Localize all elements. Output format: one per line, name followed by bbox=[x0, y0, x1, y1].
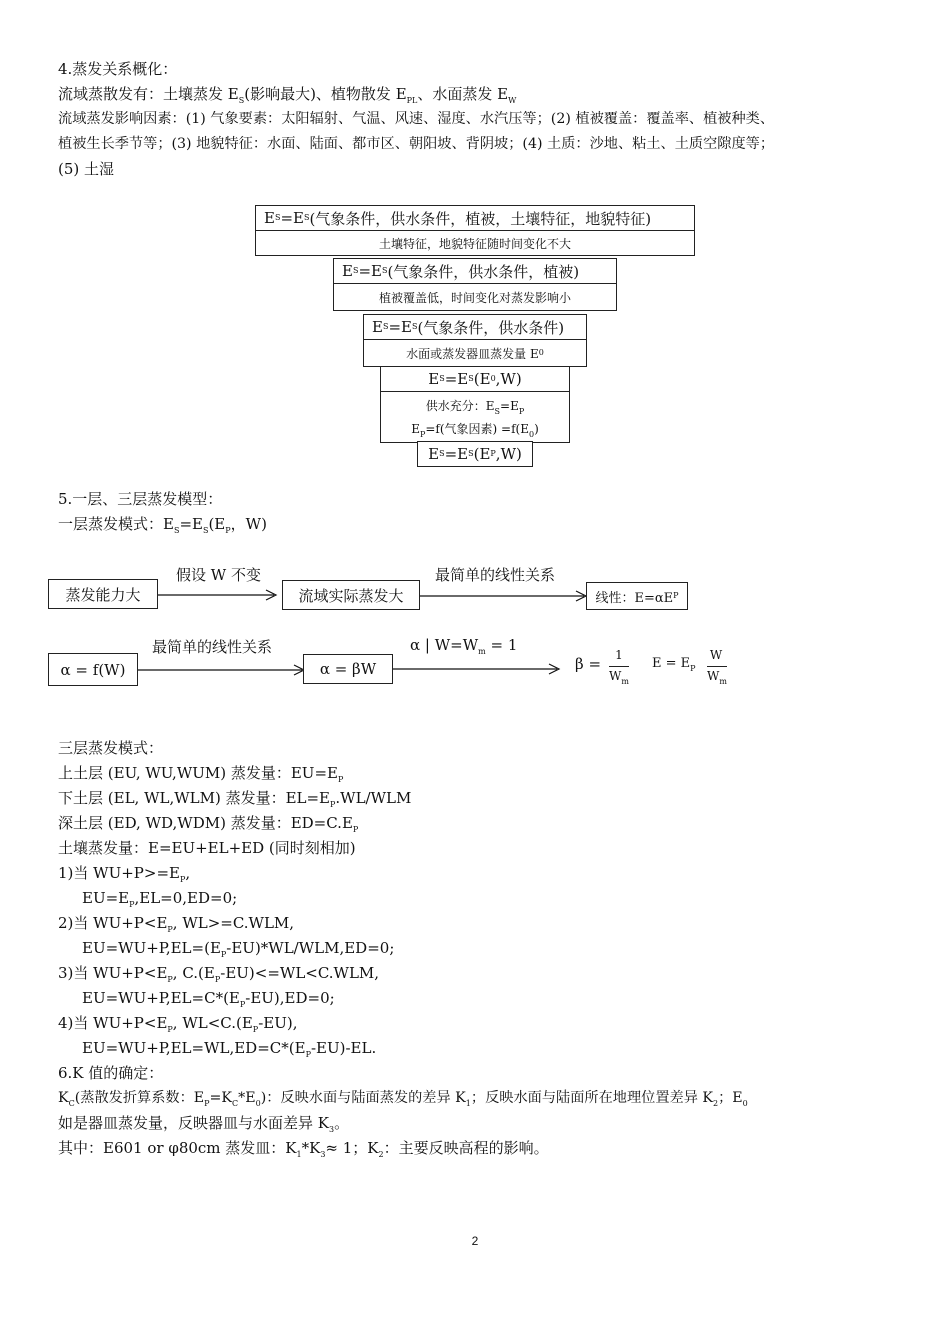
beta-fraction-bar bbox=[609, 666, 629, 667]
pyramid-row2: E S =E S (气象条件，供水条件，植被) bbox=[333, 258, 617, 284]
flow2-arrow1 bbox=[138, 663, 310, 677]
section6-line1: $K_C$(蒸散发折算系数：$E_P=K_C*E_0$)：反映水面与陆面蒸发的差异 $K_1$；反映水面与陆面所在地理位置差异 $K_2$；$E_0$ bbox=[58, 1090, 748, 1108]
pyramid-note4-line1: 供水充分：$E_S=E_P$ bbox=[425, 399, 525, 416]
case3-condition: 3)当 $WU+P<E_P$, $C.(E_P-EU)<=WL<C.WLM$, bbox=[58, 964, 380, 984]
page-number: 2 bbox=[471, 1234, 479, 1248]
case2-result: $EU=WU+P,EL=(E_P-EU)*WL/WLM,ED=0$; bbox=[82, 939, 395, 959]
section5-title: 5.一层、三层蒸发模型： bbox=[58, 490, 223, 508]
soil-evaporation-line: 土壤蒸发量：E=EU+EL+ED (同时刻相加) bbox=[58, 839, 356, 857]
flow1-arrow2-label: 最简单的线性关系 bbox=[435, 566, 556, 584]
pyramid-row3: E S =E S (气象条件，供水条件) bbox=[363, 314, 587, 340]
section4-line2: 流域蒸发影响因素：(1) 气象要素：太阳辐射、气温、风速、湿度、水汽压等；(2) 植被覆盖：覆盖率、植被种类、 bbox=[58, 111, 775, 127]
flow1-box-linear: 线性：E=αE P bbox=[586, 582, 688, 610]
section4-line1: 流域蒸散发有：土壤蒸发 $E_S$(影响最大)、植物散发 $E_{PL}$、水面蒸发 $E_W$ bbox=[58, 85, 517, 105]
section4-line3: 植被生长季节等；(3) 地貌特征：水面、陆面、都市区、朝阳坡、背阴坡；(4) 土质：沙地、粘土、土质空隙度等； bbox=[58, 136, 775, 152]
section4-title: 4.蒸发关系概化： bbox=[58, 60, 178, 78]
flow2-arrow1-label: 最简单的线性关系 bbox=[152, 638, 273, 656]
section6-line2: 如是器皿蒸发量，反映器皿与水面差异 $K_3$。 bbox=[58, 1114, 350, 1134]
flow1-arrow1-label: 假设 W 不变 bbox=[176, 566, 261, 584]
case1-result: $EU=E_P,EL=0,ED=0$; bbox=[82, 889, 238, 909]
case1-condition: 1)当 $WU+P>=E_P$, bbox=[58, 864, 191, 884]
case2-condition: 2)当 $WU+P<E_P$, WL>=C.WLM, bbox=[58, 914, 295, 934]
three-layer-title: 三层蒸发模式： bbox=[58, 739, 164, 757]
case4-condition: 4)当 $WU+P<E_P$, $WL<C.(E_P-EU)$, bbox=[58, 1014, 298, 1034]
one-layer-model: 一层蒸发模式：$E_S=E_S(E_P$，W) bbox=[58, 515, 267, 535]
pyramid-note2: 植被覆盖低，时间变化对蒸发影响小 bbox=[333, 283, 617, 311]
lower-layer-line: 下土层 (EL, WL,WLM) 蒸发量：$EL=E_P.WL$/WLM bbox=[58, 789, 412, 809]
pyramid-note4 bbox=[380, 391, 570, 443]
upper-layer-line: 上土层 (EU, WU,WUM) 蒸发量：$EU=E_P$ bbox=[58, 764, 344, 784]
beta-denominator: $W_m$ bbox=[609, 669, 629, 686]
e-formula-denominator: $W_m$ bbox=[707, 669, 727, 686]
pyramid-row4: E S =E S (E 0 ,W) bbox=[380, 366, 570, 392]
flow2-arrow2 bbox=[393, 662, 565, 676]
flow2-arrow2-label: α | $W=W_m = 1$ bbox=[410, 636, 518, 656]
flow1-arrow2 bbox=[420, 589, 592, 603]
pyramid-note1: 土壤特征，地貌特征随时间变化不大 bbox=[255, 230, 695, 256]
pyramid-row5: E S =E S (E P ,W) bbox=[417, 441, 533, 467]
case4-result: $EU=WU+P,EL=WL,ED=C*(E_P-EU)-EL$. bbox=[82, 1039, 377, 1059]
e-formula-fraction-bar bbox=[707, 666, 727, 667]
section6-line3: 其中：E601 or φ80cm 蒸发皿：$K_1*K_3\approx 1$；$K_2$：主要反映高程的影响。 bbox=[58, 1139, 549, 1159]
section6-title: 6.K 值的确定： bbox=[58, 1064, 164, 1082]
deep-layer-line: 深土层 (ED, WD,WDM) 蒸发量：$ED=C.E_P$ bbox=[58, 814, 359, 834]
flow2-box-alpha-fw: α = f(W) bbox=[48, 653, 138, 686]
beta-lhs: β = bbox=[575, 655, 602, 673]
pyramid-note3: 水面或蒸发器皿蒸发量 E 0 bbox=[363, 339, 587, 367]
flow1-box-actual-evaporation: 流域实际蒸发大 bbox=[282, 580, 420, 610]
pyramid-row1: E S =E S (气象条件，供水条件，植被，土壤特征，地貌特征) bbox=[255, 205, 695, 231]
section4-line4: (5) 土湿 bbox=[58, 160, 115, 178]
flow1-box-evaporation-capacity: 蒸发能力大 bbox=[48, 579, 158, 609]
pyramid-note4-line2: $E_P=f$(气象因素) $=f(E_0)$ bbox=[411, 422, 539, 439]
beta-numerator: 1 bbox=[615, 648, 623, 662]
case3-result: $EU=WU+P,EL=C*(E_P-EU),ED=0$; bbox=[82, 989, 335, 1009]
flow2-box-alpha-beta-w: α = βW bbox=[303, 654, 393, 684]
flow1-arrow1 bbox=[158, 588, 283, 602]
e-formula-numerator: W bbox=[709, 648, 723, 662]
e-formula-lhs: $E = E_P$ bbox=[652, 656, 696, 673]
